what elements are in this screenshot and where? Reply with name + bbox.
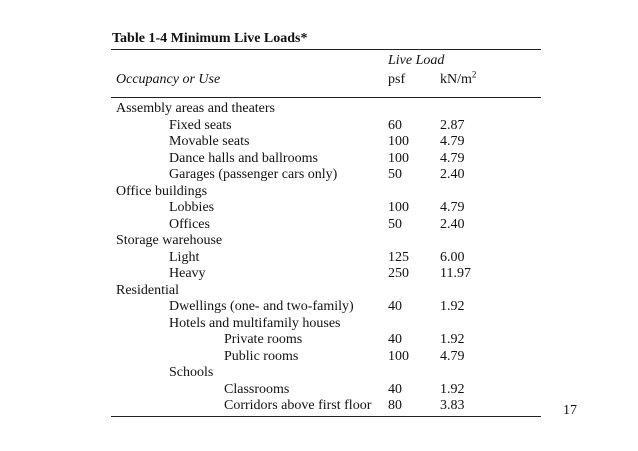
row-kn-value: 2.40	[440, 167, 465, 182]
row-psf-value: 80	[388, 398, 402, 413]
row-psf-value: 50	[388, 167, 402, 182]
top-rule	[111, 49, 541, 50]
row-label: Private rooms	[224, 332, 303, 347]
kn-column-header	[440, 69, 477, 88]
row-kn-value: 11.97	[440, 266, 471, 281]
row-psf-value: 250	[388, 266, 409, 281]
page-number: 17	[563, 403, 577, 418]
row-psf-value: 100	[388, 134, 409, 149]
row-label: Corridors above first floor	[224, 398, 372, 413]
row-kn-value: 1.92	[440, 332, 465, 347]
row-label: Schools	[169, 365, 214, 380]
header-rule	[111, 97, 541, 98]
row-label: Fixed seats	[169, 117, 232, 133]
row-label: Heavy	[169, 266, 206, 281]
row-label: Office buildings	[116, 183, 208, 199]
row-label: Classrooms	[224, 381, 290, 397]
row-psf-value: 40	[388, 299, 402, 314]
table-row	[0, 200, 638, 217]
row-label: Lobbies	[169, 200, 215, 215]
row-kn-value: 4.79	[440, 348, 465, 364]
row-kn-value: 4.79	[440, 150, 465, 166]
row-label: Garages (passenger cars only)	[169, 167, 338, 182]
row-psf-value: 50	[388, 216, 402, 232]
row-psf-value: 40	[388, 381, 402, 397]
table-row	[0, 134, 638, 151]
row-label: Light	[169, 249, 200, 265]
table-row	[0, 151, 638, 168]
table-row	[0, 349, 638, 366]
table-row	[0, 332, 638, 349]
row-label: Assembly areas and theaters	[116, 101, 275, 116]
bottom-rule	[111, 416, 541, 417]
live-load-group-header: Live Load	[388, 53, 445, 68]
table-row	[0, 250, 638, 267]
table-title: Table 1-4 Minimum Live Loads*	[112, 31, 308, 46]
table-row	[0, 184, 638, 201]
row-psf-value: 125	[388, 249, 409, 265]
table-row	[0, 398, 638, 415]
row-kn-value: 2.87	[440, 117, 465, 133]
table-row	[0, 167, 638, 184]
table-row	[0, 365, 638, 382]
row-psf-value: 100	[388, 348, 409, 364]
psf-column-header: psf	[388, 72, 406, 87]
row-psf-value: 60	[388, 117, 402, 133]
table-row	[0, 382, 638, 399]
table-row	[0, 316, 638, 333]
table-row	[0, 299, 638, 316]
kn-unit-base: kN/m	[440, 72, 472, 87]
row-label: Residential	[116, 282, 179, 298]
row-kn-value: 1.92	[440, 381, 465, 397]
row-kn-value: 4.79	[440, 200, 465, 215]
row-label: Offices	[169, 216, 210, 232]
row-label: Public rooms	[224, 348, 299, 364]
row-psf-value: 100	[388, 200, 409, 215]
table-row	[0, 283, 638, 300]
row-kn-value: 1.92	[440, 299, 465, 314]
row-kn-value: 4.79	[440, 134, 465, 149]
table-row	[0, 266, 638, 283]
row-kn-value: 3.83	[440, 398, 465, 413]
row-psf-value: 40	[388, 332, 402, 347]
table-row	[0, 217, 638, 234]
row-label: Storage warehouse	[116, 233, 223, 248]
row-label: Dwellings (one- and two-family)	[169, 299, 354, 314]
row-kn-value: 2.40	[440, 216, 465, 232]
row-label: Dance halls and ballrooms	[169, 150, 318, 166]
row-label: Hotels and multifamily houses	[169, 315, 341, 331]
row-psf-value: 100	[388, 150, 409, 166]
occupancy-column-header: Occupancy or Use	[116, 72, 221, 87]
table-row	[0, 118, 638, 135]
table-row	[0, 233, 638, 250]
row-label: Movable seats	[169, 134, 250, 149]
kn-unit-exponent: 2	[471, 69, 477, 80]
table-row	[0, 101, 638, 118]
row-kn-value: 6.00	[440, 249, 465, 265]
